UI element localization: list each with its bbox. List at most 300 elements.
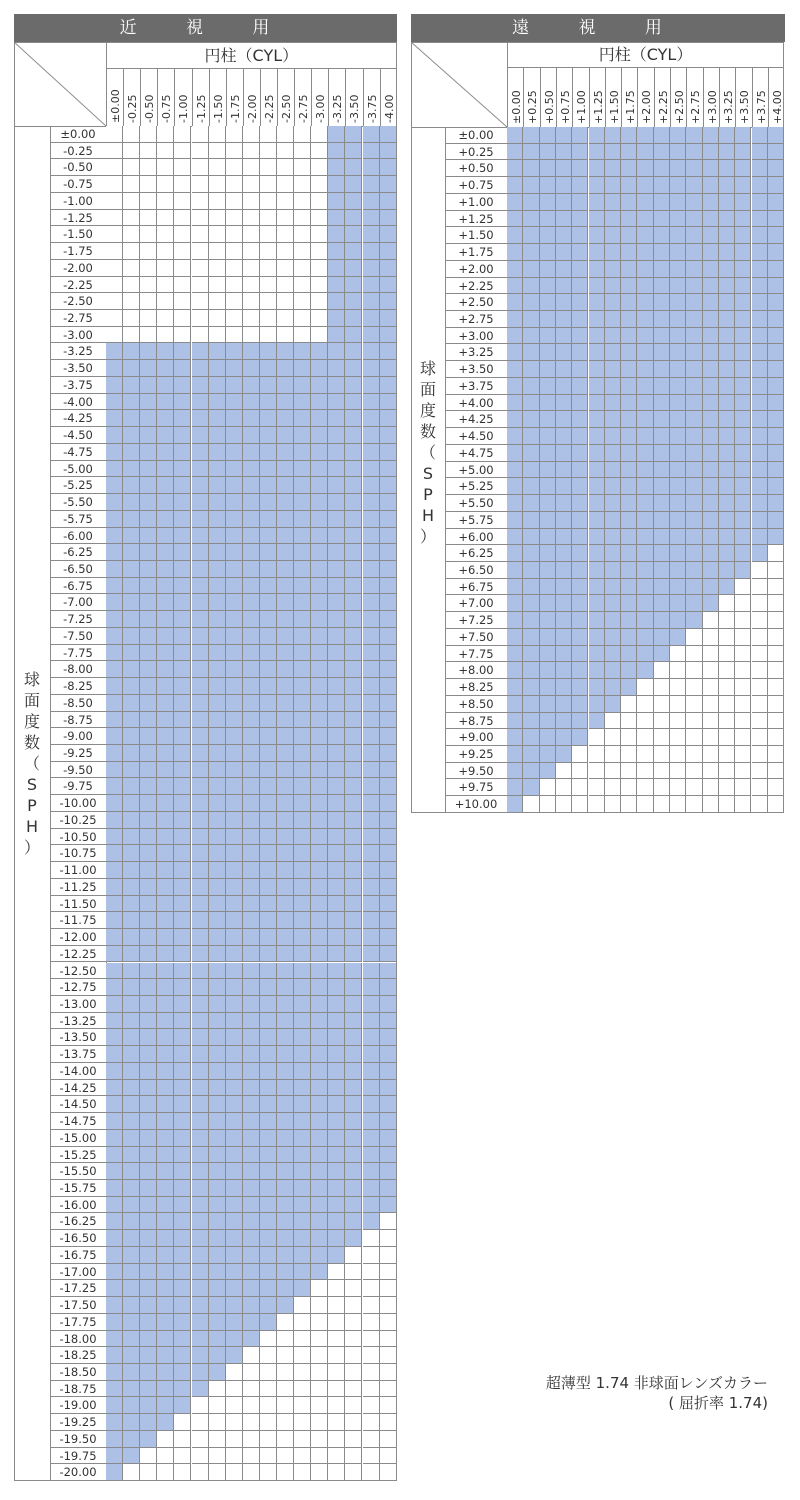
far-cell (654, 311, 670, 328)
far-cell (670, 462, 686, 479)
near-cell (140, 996, 157, 1013)
far-cell (523, 779, 539, 796)
near-cell (260, 778, 277, 795)
far-cell (768, 127, 784, 144)
far-cell (768, 763, 784, 780)
far-sph-axis-char: S (422, 464, 434, 483)
far-cell (719, 796, 735, 813)
near-cell (209, 1347, 226, 1364)
near-cell (345, 159, 362, 176)
far-cell (637, 227, 653, 244)
near-cell (106, 243, 123, 260)
near-cell (260, 343, 277, 360)
near-cell (243, 544, 260, 561)
far-cell (540, 729, 556, 746)
near-cell (226, 812, 243, 829)
near-cell (277, 494, 294, 511)
far-cell (752, 227, 768, 244)
near-sph-label: -17.25 (50, 1280, 106, 1297)
far-cell (703, 662, 719, 679)
near-cell (157, 1297, 174, 1314)
far-cell (556, 294, 572, 311)
far-cyl-col-divider (572, 68, 573, 127)
near-sph-label: -15.00 (50, 1130, 106, 1147)
near-cell (209, 1264, 226, 1281)
near-cell (226, 728, 243, 745)
near-cell (243, 159, 260, 176)
far-cell (654, 344, 670, 361)
near-cell (311, 1448, 328, 1465)
far-cyl-label: +4.00 (770, 90, 784, 124)
near-sph-label: -19.50 (50, 1431, 106, 1448)
near-cell (174, 712, 191, 729)
near-sph-label: -0.50 (50, 159, 106, 176)
near-cell (380, 1180, 397, 1197)
far-cell (703, 796, 719, 813)
far-cell (703, 311, 719, 328)
near-cell (363, 963, 380, 980)
near-cell (345, 812, 362, 829)
near-cell (260, 628, 277, 645)
near-cell (226, 1397, 243, 1414)
near-cell (380, 427, 397, 444)
near-cell (192, 1163, 209, 1180)
far-cell (703, 244, 719, 261)
near-cell (328, 929, 345, 946)
near-cell (328, 544, 345, 561)
near-cell (277, 226, 294, 243)
near-cell (123, 1096, 140, 1113)
near-cell (380, 511, 397, 528)
near-cell (380, 1397, 397, 1414)
near-cell (363, 762, 380, 779)
near-cell (243, 862, 260, 879)
near-cell (226, 1280, 243, 1297)
near-sph-label: -3.00 (50, 327, 106, 344)
near-cell (311, 979, 328, 996)
near-cell (363, 1414, 380, 1431)
far-cell (719, 261, 735, 278)
near-cell (277, 594, 294, 611)
near-sph-axis-label (22, 669, 42, 858)
near-cell (174, 410, 191, 427)
near-cell (174, 394, 191, 411)
near-cell (140, 1013, 157, 1030)
far-cell (605, 328, 621, 345)
near-cell (192, 210, 209, 227)
near-cell (174, 1297, 191, 1314)
near-cell (260, 912, 277, 929)
far-cell (768, 144, 784, 161)
far-cell (637, 579, 653, 596)
far-cyl-label: +2.50 (673, 90, 686, 124)
near-cell (226, 862, 243, 879)
far-cell (735, 495, 751, 512)
near-cell (380, 1130, 397, 1147)
near-cell (174, 293, 191, 310)
near-cell (106, 193, 123, 210)
far-sph-axis-char: 数 (419, 422, 436, 441)
far-cell (523, 462, 539, 479)
far-cell (654, 562, 670, 579)
near-cell (192, 1096, 209, 1113)
far-sph-label: +5.75 (445, 512, 507, 529)
far-cell (572, 211, 588, 228)
near-cell (277, 1397, 294, 1414)
near-cell (345, 1347, 362, 1364)
near-cell (363, 1448, 380, 1465)
far-cell (540, 378, 556, 395)
far-cell (768, 411, 784, 428)
near-cell (294, 1147, 311, 1164)
far-cell (719, 144, 735, 161)
near-cell (123, 1230, 140, 1247)
far-cell (735, 696, 751, 713)
far-cell (719, 378, 735, 395)
near-cell (260, 1397, 277, 1414)
near-cell (311, 728, 328, 745)
near-sph-label: -6.50 (50, 561, 106, 578)
near-cell (123, 1163, 140, 1180)
near-cell (380, 1213, 397, 1230)
near-cell (192, 695, 209, 712)
near-cell (243, 645, 260, 662)
far-cell (703, 378, 719, 395)
near-cell (260, 210, 277, 227)
near-cell (311, 996, 328, 1013)
near-cell (192, 1247, 209, 1264)
far-cell (621, 612, 637, 629)
near-sph-label: -14.25 (50, 1080, 106, 1097)
far-cell (621, 512, 637, 529)
near-sph-label: -9.50 (50, 762, 106, 779)
far-cell (654, 495, 670, 512)
far-cell (719, 612, 735, 629)
near-cell (345, 1080, 362, 1097)
far-sph-label: +8.75 (445, 713, 507, 730)
near-cell (311, 845, 328, 862)
near-cell (363, 912, 380, 929)
far-cell (768, 679, 784, 696)
near-cell (209, 896, 226, 913)
far-cell (507, 244, 523, 261)
near-cell (192, 812, 209, 829)
near-cell (243, 1297, 260, 1314)
near-cell (140, 1080, 157, 1097)
near-cell (157, 946, 174, 963)
near-cell (243, 377, 260, 394)
near-cell (209, 1063, 226, 1080)
far-cell (556, 512, 572, 529)
near-cell (277, 1130, 294, 1147)
far-cell (670, 746, 686, 763)
far-cell (523, 562, 539, 579)
near-cell (226, 929, 243, 946)
near-cell (243, 343, 260, 360)
near-cell (277, 410, 294, 427)
near-cell (243, 979, 260, 996)
near-cell (174, 1280, 191, 1297)
near-cell (345, 511, 362, 528)
far-cell (670, 428, 686, 445)
near-cell (192, 578, 209, 595)
far-cell (523, 244, 539, 261)
far-cell (572, 328, 588, 345)
near-cell (294, 1448, 311, 1465)
near-cell (243, 829, 260, 846)
near-cell (243, 678, 260, 695)
near-cell (328, 1431, 345, 1448)
near-cell (209, 1213, 226, 1230)
near-cell (174, 1414, 191, 1431)
near-cell (363, 1347, 380, 1364)
near-cyl-col-divider (157, 69, 158, 126)
near-cell (277, 1247, 294, 1264)
far-sph-label: +6.50 (445, 562, 507, 579)
far-cell (507, 713, 523, 730)
far-cell (589, 679, 605, 696)
far-cell (768, 646, 784, 663)
near-cell (328, 1314, 345, 1331)
near-cell (277, 946, 294, 963)
far-cell (605, 311, 621, 328)
near-cell (174, 427, 191, 444)
far-cell (670, 562, 686, 579)
near-cell (363, 929, 380, 946)
near-cell (123, 829, 140, 846)
far-cell (507, 763, 523, 780)
near-cell (345, 594, 362, 611)
near-cell (192, 1414, 209, 1431)
near-cyl-label: -1.75 (228, 94, 242, 123)
near-cell (363, 1046, 380, 1063)
near-cell (157, 1080, 174, 1097)
far-sph-label: +6.00 (445, 529, 507, 546)
far-cell (719, 328, 735, 345)
near-cell (294, 226, 311, 243)
near-cell (380, 343, 397, 360)
near-cell (226, 829, 243, 846)
near-sph-label: -10.25 (50, 812, 106, 829)
far-cell (752, 411, 768, 428)
near-cell (380, 1029, 397, 1046)
near-cell (380, 226, 397, 243)
near-cell (294, 1213, 311, 1230)
far-cell (637, 378, 653, 395)
near-cell (277, 745, 294, 762)
near-cell (106, 963, 123, 980)
far-cell (507, 227, 523, 244)
far-cell (637, 278, 653, 295)
far-cell (654, 679, 670, 696)
far-cell (621, 244, 637, 261)
near-cell (277, 578, 294, 595)
far-cell (703, 746, 719, 763)
far-cell (540, 646, 556, 663)
far-cell (572, 378, 588, 395)
far-cell (589, 462, 605, 479)
near-cell (140, 1096, 157, 1113)
near-cell (140, 126, 157, 143)
near-cell (174, 896, 191, 913)
far-cell (768, 261, 784, 278)
far-cell (735, 512, 751, 529)
near-cell (106, 1331, 123, 1348)
far-cell (556, 529, 572, 546)
near-cell (174, 1314, 191, 1331)
near-cell (260, 661, 277, 678)
far-cell (523, 227, 539, 244)
near-sph-label: -15.50 (50, 1163, 106, 1180)
near-cell (157, 578, 174, 595)
near-cell (123, 979, 140, 996)
far-cell (621, 478, 637, 495)
far-cell (523, 729, 539, 746)
far-cell (670, 529, 686, 546)
near-cell (243, 912, 260, 929)
near-cell (328, 1347, 345, 1364)
far-cell (523, 194, 539, 211)
near-cell (192, 494, 209, 511)
near-sph-label: -12.75 (50, 979, 106, 996)
far-cell (556, 646, 572, 663)
near-cell (380, 1080, 397, 1097)
far-sph-label: +8.50 (445, 696, 507, 713)
near-cell (243, 963, 260, 980)
near-cell (192, 996, 209, 1013)
near-cell (380, 695, 397, 712)
near-cell (260, 1013, 277, 1030)
near-cell (192, 762, 209, 779)
near-cell (363, 126, 380, 143)
far-cyl-label: ±0.00 (510, 90, 523, 124)
far-cell (768, 796, 784, 813)
far-cell (752, 763, 768, 780)
near-cell (192, 1147, 209, 1164)
near-sph-label: -13.00 (50, 996, 106, 1013)
far-cell (540, 311, 556, 328)
far-cyl-label: +0.75 (558, 90, 572, 124)
near-cell (260, 611, 277, 628)
far-cell (556, 679, 572, 696)
far-cyl-col-divider (703, 68, 704, 127)
far-cell (670, 779, 686, 796)
far-cell (589, 779, 605, 796)
near-cell (174, 1213, 191, 1230)
far-cell (572, 160, 588, 177)
near-cell (345, 544, 362, 561)
near-cell (157, 1213, 174, 1230)
near-cell (157, 410, 174, 427)
far-sph-axis-char: 度 (419, 401, 436, 420)
far-cell (523, 311, 539, 328)
far-corner-diagonal (411, 42, 507, 127)
far-cell (686, 211, 702, 228)
far-sph-label: +9.75 (445, 779, 507, 796)
near-cell (294, 1397, 311, 1414)
near-cell (277, 377, 294, 394)
far-cell (605, 713, 621, 730)
near-sph-label: -10.75 (50, 845, 106, 862)
near-cell (192, 310, 209, 327)
near-cell (328, 277, 345, 294)
near-cell (380, 1347, 397, 1364)
far-cell (605, 729, 621, 746)
near-cell (192, 394, 209, 411)
far-cell (605, 160, 621, 177)
near-cell (192, 243, 209, 260)
near-cell (277, 343, 294, 360)
near-cell (123, 795, 140, 812)
near-cell (123, 1397, 140, 1414)
near-cell (226, 712, 243, 729)
near-cell (106, 946, 123, 963)
near-cell (226, 360, 243, 377)
near-cell (328, 896, 345, 913)
near-cell (277, 1264, 294, 1281)
far-cyl-label: +1.50 (607, 90, 621, 124)
far-cell (719, 428, 735, 445)
near-sph-axis-char: ） (23, 838, 40, 857)
far-cell (719, 194, 735, 211)
near-sph-label: -19.25 (50, 1414, 106, 1431)
far-cell (605, 194, 621, 211)
near-cell (106, 661, 123, 678)
near-cell (243, 1113, 260, 1130)
near-cell (157, 260, 174, 277)
far-cell (670, 328, 686, 345)
far-cell (589, 612, 605, 629)
near-cell (328, 645, 345, 662)
far-sph-label: +2.75 (445, 311, 507, 328)
near-cell (174, 1046, 191, 1063)
near-cell (140, 377, 157, 394)
near-cell (328, 210, 345, 227)
far-cell (540, 211, 556, 228)
far-cell (523, 746, 539, 763)
near-sph-label: -12.00 (50, 929, 106, 946)
far-cell (523, 445, 539, 462)
near-cell (311, 1029, 328, 1046)
near-vision-header: 近 視 用 (14, 14, 397, 42)
far-cell (768, 378, 784, 395)
near-cell (277, 896, 294, 913)
near-cell (294, 1046, 311, 1063)
far-cell (621, 127, 637, 144)
far-cell (654, 211, 670, 228)
far-cell (540, 278, 556, 295)
far-sph-axis-char: 球 (419, 359, 436, 378)
near-cell (363, 444, 380, 461)
near-cell (157, 1464, 174, 1481)
far-sph-label: +1.00 (445, 194, 507, 211)
near-cell (157, 1096, 174, 1113)
near-cell (157, 1063, 174, 1080)
near-cell (106, 845, 123, 862)
near-cell (157, 1264, 174, 1281)
far-cell (752, 612, 768, 629)
far-cell (523, 395, 539, 412)
near-cell (243, 494, 260, 511)
far-cell (637, 763, 653, 780)
near-cell (363, 1080, 380, 1097)
near-cell (106, 1180, 123, 1197)
near-cell (380, 143, 397, 160)
near-cell (345, 1147, 362, 1164)
near-cell (363, 243, 380, 260)
far-cell (654, 696, 670, 713)
near-sph-label: -16.00 (50, 1197, 106, 1214)
